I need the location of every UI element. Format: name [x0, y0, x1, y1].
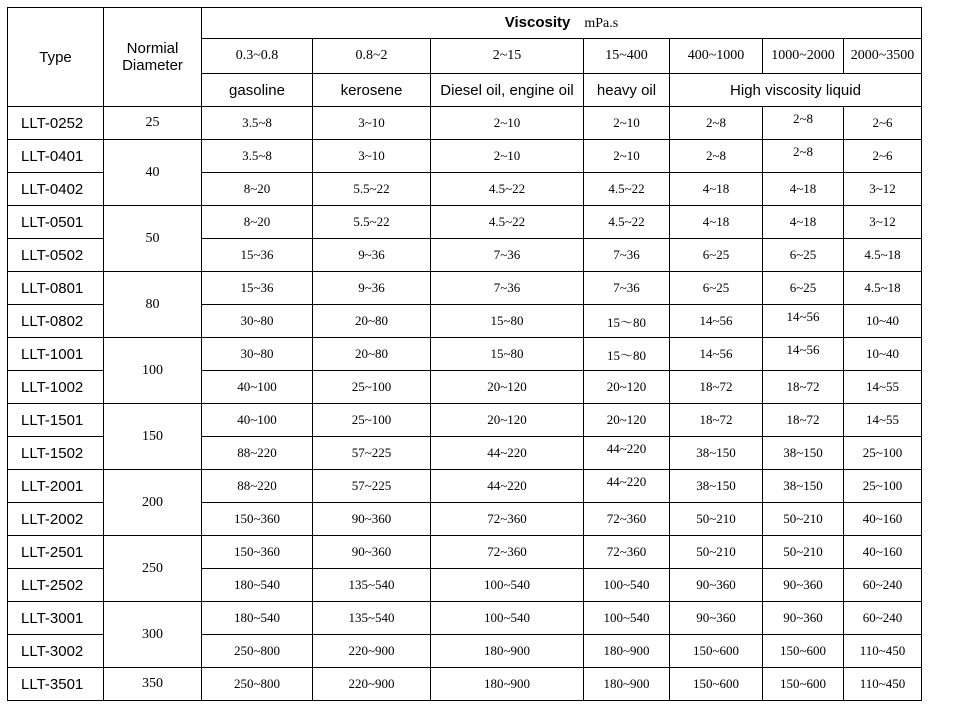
type-cell: LLT-0502 [8, 239, 104, 272]
flow-range-cell: 6~25 [763, 272, 844, 305]
table-row [8, 107, 922, 140]
flow-range-cell: 90~360 [763, 602, 844, 635]
flow-range-cell: 8~20 [202, 173, 313, 206]
flow-range-cell: 15~36 [202, 239, 313, 272]
flow-range-cell [763, 107, 844, 140]
flow-range-cell: 2~8 [670, 107, 763, 140]
flow-range-cell: 20~120 [431, 404, 584, 437]
flow-range-cell: 90~360 [670, 569, 763, 602]
flow-range-cell: 150~600 [763, 635, 844, 668]
flow-range-cell: 60~240 [844, 569, 922, 602]
flow-range-cell: 20~120 [584, 404, 670, 437]
table-row [8, 602, 922, 635]
flow-range-cell: 44~220 [431, 437, 584, 470]
flow-range-cell: 7~36 [431, 239, 584, 272]
flow-range-cell: 20~120 [584, 371, 670, 404]
viscosity-title: Viscosity [504, 14, 571, 31]
flow-range-cell: 6~25 [763, 239, 844, 272]
flow-range-cell: 9~36 [313, 272, 431, 305]
type-cell: LLT-0501 [8, 206, 104, 239]
flow-range-cell: 4~18 [763, 173, 844, 206]
diameter-cell: 250 [104, 536, 202, 602]
flow-range-cell: 2~8 [670, 140, 763, 173]
flow-range-cell [763, 140, 844, 173]
flow-range-cell: 18~72 [763, 404, 844, 437]
flow-range-cell: 4~18 [670, 206, 763, 239]
flow-range-cell: 57~225 [313, 470, 431, 503]
flowmeter-viscosity-table [7, 7, 922, 701]
flow-range-cell: 4.5~22 [431, 206, 584, 239]
flow-range-cell: 18~72 [763, 371, 844, 404]
diameter-header [104, 8, 202, 107]
flow-range-cell: 180~900 [431, 635, 584, 668]
type-cell: LLT-3002 [8, 635, 104, 668]
flow-range-cell: 15~80 [431, 305, 584, 338]
flow-range-cell: 38~150 [670, 470, 763, 503]
flow-range-cell: 150~600 [763, 668, 844, 701]
flow-range-value: 44~220 [606, 441, 647, 456]
flow-range-cell: 3.5~8 [202, 140, 313, 173]
type-cell: LLT-0801 [8, 272, 104, 305]
range-header: 0.8~2 [313, 39, 431, 74]
flow-range-cell: 88~220 [202, 470, 313, 503]
flow-range-cell: 8~20 [202, 206, 313, 239]
flow-range-cell: 180~540 [202, 569, 313, 602]
flow-range-cell: 135~540 [313, 602, 431, 635]
flow-range-cell: 60~240 [844, 602, 922, 635]
flow-range-cell: 20~80 [313, 305, 431, 338]
flow-range-cell: 40~100 [202, 371, 313, 404]
flow-range-cell: 150~600 [670, 635, 763, 668]
flow-range-cell: 25~100 [313, 404, 431, 437]
diameter-cell: 80 [104, 272, 202, 338]
flow-range-cell: 30~80 [202, 305, 313, 338]
flow-range-cell: 20~120 [431, 371, 584, 404]
table-row [8, 668, 922, 701]
type-cell: LLT-0252 [8, 107, 104, 140]
type-cell: LLT-2001 [8, 470, 104, 503]
flow-range-value: 14~56 [786, 342, 820, 357]
flow-range-cell: 100~540 [584, 602, 670, 635]
flow-range-cell: 4~18 [670, 173, 763, 206]
flow-range-cell: 3.5~8 [202, 107, 313, 140]
flow-range-cell: 7~36 [431, 272, 584, 305]
flow-range-cell: 110~450 [844, 635, 922, 668]
flow-range-cell: 250~800 [202, 635, 313, 668]
flow-range-cell: 90~360 [313, 503, 431, 536]
flow-range-cell: 150~360 [202, 503, 313, 536]
flow-range-value: 14~56 [786, 309, 820, 324]
flow-range-cell: 250~800 [202, 668, 313, 701]
flow-range-cell: 220~900 [313, 635, 431, 668]
table-row [8, 272, 922, 305]
viscosity-unit: mPa.s [584, 16, 619, 31]
flow-range-cell: 7~36 [584, 239, 670, 272]
flow-range-cell: 4.5~18 [844, 272, 922, 305]
flow-range-cell: 90~360 [763, 569, 844, 602]
type-cell: LLT-1502 [8, 437, 104, 470]
flow-range-cell: 50~210 [763, 536, 844, 569]
flow-range-cell: 100~540 [431, 569, 584, 602]
flow-range-cell [763, 338, 844, 371]
diameter-header-line1: Normial [126, 40, 179, 57]
flow-range-cell: 14~56 [670, 338, 763, 371]
diameter-cell: 150 [104, 404, 202, 470]
flow-range-cell: 72~360 [431, 503, 584, 536]
flow-range-cell: 14~55 [844, 404, 922, 437]
flow-range-cell: 50~210 [670, 536, 763, 569]
flow-range-cell: 18~72 [670, 404, 763, 437]
flow-range-cell: 3~12 [844, 173, 922, 206]
flow-range-cell: 40~160 [844, 536, 922, 569]
table-row [8, 206, 922, 239]
flow-range-cell: 15~80 [431, 338, 584, 371]
table-row [8, 338, 922, 371]
fluid-header: gasoline [202, 74, 313, 107]
flow-range-cell: 38~150 [670, 437, 763, 470]
flow-range-cell: 40~160 [844, 503, 922, 536]
flow-range-cell: 90~360 [670, 602, 763, 635]
type-cell: LLT-3501 [8, 668, 104, 701]
type-cell: LLT-1002 [8, 371, 104, 404]
flow-range-cell: 2~10 [431, 107, 584, 140]
range-header: 0.3~0.8 [202, 39, 313, 74]
diameter-cell: 350 [104, 668, 202, 701]
flow-range-cell: 50~210 [670, 503, 763, 536]
flow-range-cell: 3~10 [313, 140, 431, 173]
viscosity-header [202, 8, 922, 39]
flow-range-cell: 5.5~22 [313, 206, 431, 239]
flow-range-value: 2~8 [792, 111, 814, 126]
range-header: 15~400 [584, 39, 670, 74]
diameter-cell: 50 [104, 206, 202, 272]
table-row [8, 404, 922, 437]
flow-range-cell: 3~10 [313, 107, 431, 140]
diameter-header-line2: Diameter [122, 57, 183, 74]
flow-range-cell: 72~360 [584, 536, 670, 569]
table-row [8, 470, 922, 503]
flow-range-cell: 38~150 [763, 437, 844, 470]
flow-range-cell: 6~25 [670, 239, 763, 272]
fluid-header: heavy oil [584, 74, 670, 107]
range-header: 2000~3500 [844, 39, 922, 74]
flow-range-cell [584, 437, 670, 470]
flow-range-cell: 14~56 [670, 305, 763, 338]
flow-range-cell: 4.5~22 [431, 173, 584, 206]
flow-range-cell: 25~100 [844, 437, 922, 470]
flow-range-cell: 40~100 [202, 404, 313, 437]
type-cell: LLT-2502 [8, 569, 104, 602]
flow-range-cell: 4~18 [763, 206, 844, 239]
flow-range-cell: 180~900 [431, 668, 584, 701]
type-cell: LLT-0402 [8, 173, 104, 206]
flow-range-cell: 150~600 [670, 668, 763, 701]
flow-range-cell: 15~36 [202, 272, 313, 305]
flow-range-cell: 14~55 [844, 371, 922, 404]
flow-range-cell: 180~540 [202, 602, 313, 635]
flow-range-cell [584, 470, 670, 503]
viscosity-table-container [7, 7, 922, 701]
flow-range-cell: 88~220 [202, 437, 313, 470]
flow-range-cell: 4.5~22 [584, 173, 670, 206]
flow-range-cell: 30~80 [202, 338, 313, 371]
flow-range-cell: 180~900 [584, 668, 670, 701]
flow-range-cell: 44~220 [431, 470, 584, 503]
range-header: 1000~2000 [763, 39, 844, 74]
diameter-cell: 25 [104, 107, 202, 140]
fluid-header: Diesel oil, engine oil [431, 74, 584, 107]
flow-range-cell: 100~540 [431, 602, 584, 635]
flow-range-cell: 4.5~22 [584, 206, 670, 239]
flow-range-cell: 2~6 [844, 140, 922, 173]
flow-range-cell: 5.5~22 [313, 173, 431, 206]
flow-range-cell: 10~40 [844, 305, 922, 338]
type-cell: LLT-1001 [8, 338, 104, 371]
flow-range-cell: 10~40 [844, 338, 922, 371]
flow-range-cell [763, 305, 844, 338]
type-cell: LLT-0401 [8, 140, 104, 173]
flow-range-cell: 9~36 [313, 239, 431, 272]
type-cell: LLT-0802 [8, 305, 104, 338]
table-body [8, 107, 922, 701]
flow-range-cell: 150~360 [202, 536, 313, 569]
type-cell: LLT-3001 [8, 602, 104, 635]
flow-range-cell: 18~72 [670, 371, 763, 404]
table-row [8, 536, 922, 569]
flow-range-cell: 2~10 [584, 140, 670, 173]
flow-range-cell: 20~80 [313, 338, 431, 371]
flow-range-cell: 15～80 [584, 338, 670, 371]
type-cell: LLT-2501 [8, 536, 104, 569]
flow-range-cell: 6~25 [670, 272, 763, 305]
flow-range-cell: 25~100 [844, 470, 922, 503]
range-header: 2~15 [431, 39, 584, 74]
flow-range-cell: 90~360 [313, 536, 431, 569]
fluid-header: kerosene [313, 74, 431, 107]
flow-range-cell: 135~540 [313, 569, 431, 602]
flow-range-cell: 180~900 [584, 635, 670, 668]
flow-range-cell: 38~150 [763, 470, 844, 503]
flow-range-cell: 72~360 [584, 503, 670, 536]
flow-range-cell: 2~6 [844, 107, 922, 140]
flow-range-cell: 2~10 [584, 107, 670, 140]
flow-range-cell: 3~12 [844, 206, 922, 239]
flow-range-cell: 72~360 [431, 536, 584, 569]
diameter-cell: 300 [104, 602, 202, 668]
type-cell: LLT-1501 [8, 404, 104, 437]
table-row [8, 140, 922, 173]
flow-range-cell: 15～80 [584, 305, 670, 338]
type-cell: LLT-2002 [8, 503, 104, 536]
flow-range-value: 44~220 [606, 474, 647, 489]
diameter-cell: 100 [104, 338, 202, 404]
range-header: 400~1000 [670, 39, 763, 74]
type-header: Type [8, 8, 104, 107]
flow-range-cell: 4.5~18 [844, 239, 922, 272]
flow-range-cell: 220~900 [313, 668, 431, 701]
flow-range-cell: 7~36 [584, 272, 670, 305]
flow-range-cell: 57~225 [313, 437, 431, 470]
flow-range-cell: 110~450 [844, 668, 922, 701]
diameter-cell: 200 [104, 470, 202, 536]
flow-range-cell: 50~210 [763, 503, 844, 536]
flow-range-cell: 100~540 [584, 569, 670, 602]
flow-range-cell: 2~10 [431, 140, 584, 173]
fluid-header: High viscosity liquid [670, 74, 922, 107]
diameter-cell: 40 [104, 140, 202, 206]
flow-range-cell: 25~100 [313, 371, 431, 404]
flow-range-value: 2~8 [792, 144, 814, 159]
